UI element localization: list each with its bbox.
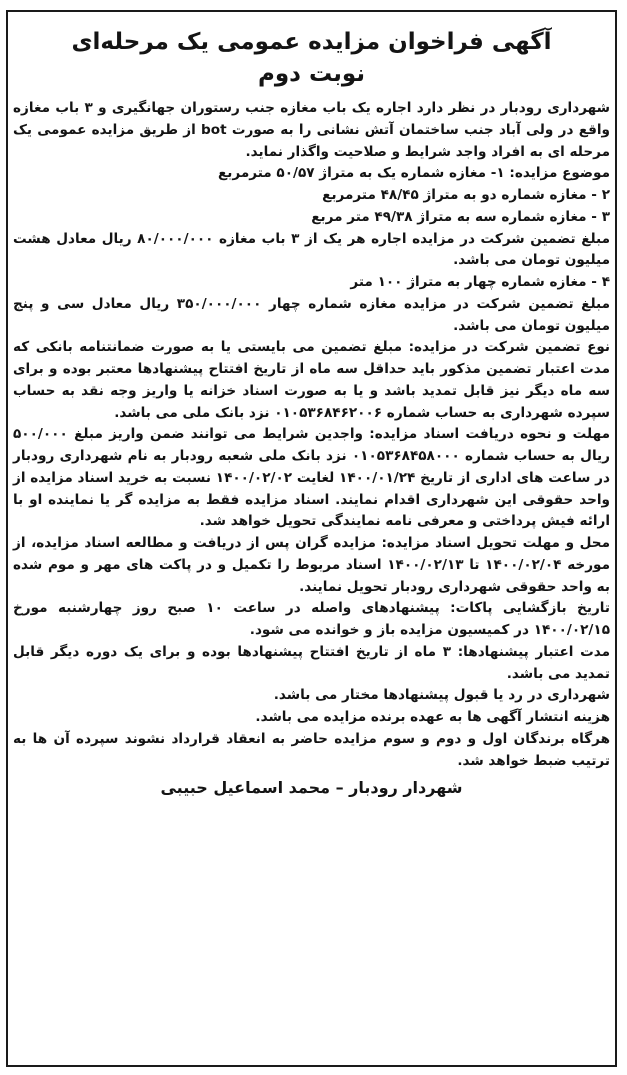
- notice-subtitle: نوبت دوم: [257, 61, 365, 87]
- signature: شهردار رودبار – محمد اسماعیل حبیبی: [160, 778, 463, 798]
- shop-item-3: ۳ - مغازه شماره سه به متراژ ۴۹/۳۸ متر مربع: [311, 208, 610, 225]
- notice-body: [13, 98, 610, 772]
- publication-cost-paragraph: هزینه انتشار آگهی ها به عهده برنده مزایده می باشد.: [255, 709, 610, 725]
- deposit-forfeit-paragraph: هرگاه برندگان اول و دوم و سوم مزایده حاضر به انعقاد قرارداد نشوند سپرده آن ها به ترتیب ضبط خواهد شد.: [13, 730, 610, 769]
- documents-receipt-paragraph: مهلت و نحوه دریافت اسناد مزایده: واجدین شرایط می توانند ضمن واریز مبلغ ۵۰۰/۰۰۰ ریال به حساب شماره ۰۱۰۵۳۶۸۴۵۸۰۰۰ نزد بانک ملی شعبه رودبار به نام شهرداری رودبار در ساعت های اداری از تاریخ ۱۴۰۰/۰۱/۲۴ لغایت ۱۴۰۰/۰۲/۰۲ نسبت به خرید اسناد مزایده از واحد حقوقی این شهرداری اقدام نمایند. اسناد مزایده فقط به مزایده گر یا نماینده او با ارائه فیش پرداختی و معرفی نامه نمایندگی تحویل خواهد شد.: [13, 426, 610, 530]
- rejection-right-paragraph: شهرداری در رد یا قبول پیشنهادها مختار می باشد.: [273, 687, 610, 704]
- notice-title: آگهی فراخوان مزایده عمومی یک مرحله‌ای: [71, 29, 552, 55]
- auction-subject-list: [13, 163, 610, 228]
- shop-item-1: موضوع مزایده: ۱- مغازه شماره یک به متراژ ۵۰/۵۷ مترمربع: [218, 165, 610, 182]
- guarantee-amount-shop-4: مبلغ تضمین شرکت در مزایده مغازه شماره چهار ۳۵۰/۰۰۰/۰۰۰ ریال معادل سی و پنج میلیون تومان می باشد.: [13, 295, 610, 334]
- documents-delivery-paragraph: محل و مهلت تحویل اسناد مزایده: مزایده گران پس از دریافت و مطالعه اسناد مزایده، از مورخه ۱۴۰۰/۰۲/۰۴ تا ۱۴۰۰/۰۲/۱۳ اسناد مربوط را تکمیل و در پاکت های مهر و موم شده به واحد حقوقی شهرداری رودبار تحویل نمایند.: [13, 535, 610, 595]
- shop-item-4: ۴ - مغازه شماره چهار به متراژ ۱۰۰ متر: [350, 274, 610, 290]
- guarantee-amount-shops-1-3: مبلغ تضمین شرکت در مزایده اجاره هر یک از ۳ باب مغازه ۸۰/۰۰۰/۰۰۰ ریال معادل هشت میلیون تومان می باشد.: [13, 230, 610, 269]
- shop-item-2: ۲ - مغازه شماره دو به متراژ ۴۸/۴۵ مترمربع: [322, 187, 610, 203]
- guarantee-type-paragraph: نوع تضمین شرکت در مزایده: مبلغ تضمین می بایستی یا به صورت ضمانتنامه بانکی که مدت اعتبار تضمین مذکور باید حداقل سه ماه از تاریخ افتتاح پیشنهادها معتبر بوده و برای سه ماه دیگر نیز قابل تمدید باشد و یا به صورت اسناد خزانه یا واریز وجه نقد به حساب سپرده شهرداری به حساب شماره ۰۱۰۵۳۶۸۴۶۲۰۰۶ نزد بانک ملی می باشد.: [13, 339, 610, 421]
- offer-validity-paragraph: مدت اعتبار پیشنهادها: ۳ ماه از تاریخ افتتاح پیشنهادها بوده و برای یک دوره دیگر قابل تمدید می باشد.: [13, 643, 611, 682]
- notice-frame: [6, 10, 617, 1067]
- intro-paragraph: شهرداری رودبار در نظر دارد اجاره یک باب مغازه جنب رستوران جهانگیری و ۳ باب مغازه واقع در ولی آباد جنب ساختمان آتش نشانی را به صورت bot از طریق مزایده عمومی یک مرحله ای به افراد واجد شرایط و صلاحیت واگذار نماید.: [13, 100, 610, 160]
- envelope-opening-paragraph: تاریخ بازگشایی پاکات: پیشنهادهای واصله در ساعت ۱۰ صبح روز چهارشنبه مورخ ۱۴۰۰/۰۲/۱۵ در کمیسیون مزایده باز و خوانده می شود.: [13, 600, 610, 638]
